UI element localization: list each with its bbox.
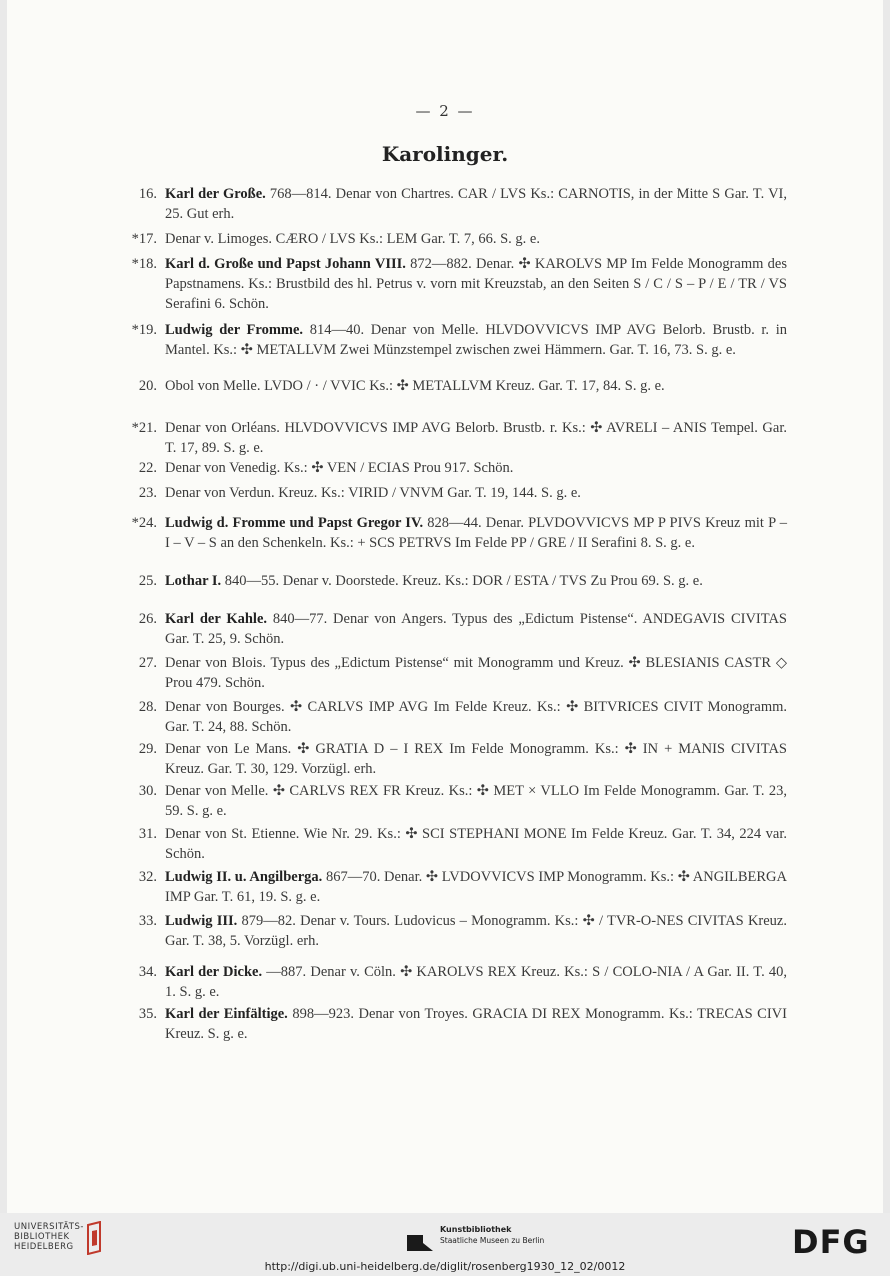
catalog-entry xyxy=(138,962,787,1002)
catalog-entry xyxy=(138,1004,787,1044)
entry-description: Denar von Le Mans. ✣ GRATIA D – I REX Im Felde Monogramm. Ks.: ✣ IN + MANIS CIVITAS Kreuz. Gar. T. 30, 129. Vorzügl. erh. xyxy=(165,741,787,777)
catalog-entry xyxy=(138,697,787,737)
catalog-entry xyxy=(131,513,787,553)
entry-number: 22. xyxy=(138,460,157,476)
university-library-logo[interactable] xyxy=(14,1222,84,1252)
university-emblem-icon xyxy=(84,1221,106,1255)
entry-description: Denar von Bourges. ✣ CARLVS IMP AVG Im Felde Kreuz. Ks.: ✣ BITVRICES CIVIT Monogramm. Gar. T. 24, 88. Schön. xyxy=(165,699,787,735)
entry-description: —887. Denar v. Cöln. ✣ KAROLVS REX Kreuz. Ks.: S / COLO-NIA / A Gar. II. T. 40, 1. S. g. e. xyxy=(165,964,787,1000)
catalog-entry xyxy=(131,320,787,360)
ruler-name: Karl der Kahle. xyxy=(165,611,268,627)
catalog-entry xyxy=(138,867,787,907)
entry-description: 768—814. Denar von Chartres. CAR / LVS Ks.: CARNOTIS, in der Mitte S Gar. T. VI, 25. Gut erh. xyxy=(165,186,787,222)
entry-number: *17. xyxy=(131,231,157,247)
kb-subtitle: Staatliche Museen zu Berlin xyxy=(440,1236,545,1245)
catalog-entry xyxy=(131,254,787,314)
dfg-logo[interactable]: DFG xyxy=(792,1223,870,1261)
entry-number: 27. xyxy=(138,655,157,671)
entry-number: 23. xyxy=(138,485,157,501)
uni-line-2: BIBLIOTHEK xyxy=(14,1232,70,1242)
entry-description: Obol von Melle. LVDO / · / VVIC Ks.: ✣ METALLVM Kreuz. Gar. T. 17, 84. S. g. e. xyxy=(165,378,665,394)
entry-number: 32. xyxy=(138,869,157,885)
catalog-entry xyxy=(131,229,787,249)
entry-number: 16. xyxy=(138,186,157,202)
ruler-name: Ludwig d. Fromme und Papst Gregor IV. xyxy=(165,515,424,531)
catalog-entry xyxy=(138,609,787,649)
entry-number: *24. xyxy=(131,515,157,531)
catalog-entry xyxy=(138,376,787,396)
entry-number: *19. xyxy=(131,322,157,338)
entry-description: 867—70. Denar. ✣ LVDOVVICVS IMP Monogramm. Ks.: ✣ ANGILBERGA IMP Gar. T. 61, 19. S. g. e. xyxy=(165,869,787,905)
ruler-name: Karl der Einfältige. xyxy=(165,1006,288,1022)
entry-number: 33. xyxy=(138,913,157,929)
entry-number: 34. xyxy=(138,964,157,980)
catalog-entry xyxy=(131,418,787,458)
entry-description: Denar von Venedig. Ks.: ✣ VEN / ECIAS Prou 917. Schön. xyxy=(165,460,514,476)
entry-description: Denar von Verdun. Kreuz. Ks.: VIRID / VNVM Gar. T. 19, 144. S. g. e. xyxy=(165,485,581,501)
catalog-entry xyxy=(138,483,787,503)
entry-description: 814—40. Denar von Melle. HLVDOVVICVS IMP AVG Belorb. Brustb. r. in Mantel. Ks.: ✣ METALLVM Zwei Münzstempel zwischen zwei Hämmern. Gar. T. 16, 73. S. g. e. xyxy=(165,322,787,358)
catalog-entry xyxy=(138,571,787,591)
catalog-entry xyxy=(138,781,787,821)
kb-title: Kunstbibliothek xyxy=(440,1225,512,1234)
entry-number: *21. xyxy=(131,420,157,436)
catalog-entry xyxy=(138,739,787,779)
entry-description: Denar v. Limoges. CÆRO / LVS Ks.: LEM Gar. T. 7, 66. S. g. e. xyxy=(165,231,540,247)
entry-description: Denar von St. Etienne. Wie Nr. 29. Ks.: ✣ SCI STEPHANI MONE Im Felde Kreuz. Gar. T. 34, 224 var. Schön. xyxy=(165,826,787,862)
entry-description: Denar von Orléans. HLVDOVVICVS IMP AVG Belorb. Brustb. r. Ks.: ✣ AVRELI – ANIS Tempel. Gar. T. 17, 89. S. g. e. xyxy=(165,420,787,456)
entry-number: 29. xyxy=(138,741,157,757)
catalog-entry xyxy=(138,824,787,864)
entry-number: 35. xyxy=(138,1006,157,1022)
entry-description: 872—882. Denar. ✣ KAROLVS MP Im Felde Monogramm des Papstnamens. Ks.: Brustbild des hl. Petrus v. vorn mit Kreuzstab, an den Seiten S / C / S – P / E / TR / VS Serafini 6. Schön. xyxy=(165,256,787,312)
entry-description: 840—55. Denar v. Doorstede. Kreuz. Ks.: DOR / ESTA / TVS Zu Prou 69. S. g. e. xyxy=(221,573,703,589)
catalog-entry xyxy=(138,458,787,478)
entry-number: 31. xyxy=(138,826,157,842)
ruler-name: Karl d. Große und Papst Johann VIII. xyxy=(165,256,406,272)
entry-number: 28. xyxy=(138,699,157,715)
entry-description: 898—923. Denar von Troyes. GRACIA DI REX Monogramm. Ks.: TRECAS CIVI Kreuz. S. g. e. xyxy=(165,1006,787,1042)
uni-line-3: HEIDELBERG xyxy=(14,1242,74,1252)
document-page xyxy=(7,0,883,1213)
ruler-name: Karl der Große. xyxy=(165,186,266,202)
footer-bar xyxy=(0,1213,890,1276)
entry-number: 20. xyxy=(138,378,157,394)
entry-number: 30. xyxy=(138,783,157,799)
section-heading: Karolinger. xyxy=(381,142,509,166)
entry-description: Denar von Melle. ✣ CARLVS REX FR Kreuz. Ks.: ✣ MET × VLLO Im Felde Monogramm. Gar. T. 23, 59. S. g. e. xyxy=(165,783,787,819)
ruler-name: Ludwig III. xyxy=(165,913,238,929)
ruler-name: Ludwig II. u. Angilberga. xyxy=(165,869,323,885)
entry-number: 26. xyxy=(138,611,157,627)
uni-line-1: UNIVERSITÄTS- xyxy=(14,1222,84,1232)
kunstbibliothek-text xyxy=(440,1224,544,1246)
ruler-name: Lothar I. xyxy=(165,573,222,589)
permalink-url[interactable]: http://digi.ub.uni-heidelberg.de/diglit/rosenberg1930_12_02/0012 xyxy=(264,1260,626,1273)
kunstbibliothek-logo-icon[interactable] xyxy=(405,1229,435,1255)
entry-number: *18. xyxy=(131,256,157,272)
entry-number: 25. xyxy=(138,573,157,589)
entry-description: 840—77. Denar von Angers. Typus des „Edictum Pistense“. ANDEGAVIS CIVITAS Gar. T. 25, 9. Schön. xyxy=(165,611,787,647)
ruler-name: Karl der Dicke. xyxy=(165,964,263,980)
entry-description: 828—44. Denar. PLVDOVVICVS MP P PIVS Kreuz mit P – I – V – S an den Schenkeln. Ks.: + SCS PETRVS Im Felde PP / GRE / II Serafini 8. S. g. e. xyxy=(165,515,787,551)
catalog-entry xyxy=(138,911,787,951)
entry-description: 879—82. Denar v. Tours. Ludovicus – Monogramm. Ks.: ✣ / TVR-O-NES CIVITAS Kreuz. Gar. T. 38, 5. Vorzügl. erh. xyxy=(165,913,787,949)
catalog-entry xyxy=(138,184,787,224)
entry-description: Denar von Blois. Typus des „Edictum Pistense“ mit Monogramm und Kreuz. ✣ BLESIANIS CASTR ◇ Prou 479. Schön. xyxy=(165,655,787,691)
page-number: — 2 — xyxy=(415,102,475,120)
catalog-entry xyxy=(138,653,787,693)
ruler-name: Ludwig der Fromme. xyxy=(165,322,304,338)
